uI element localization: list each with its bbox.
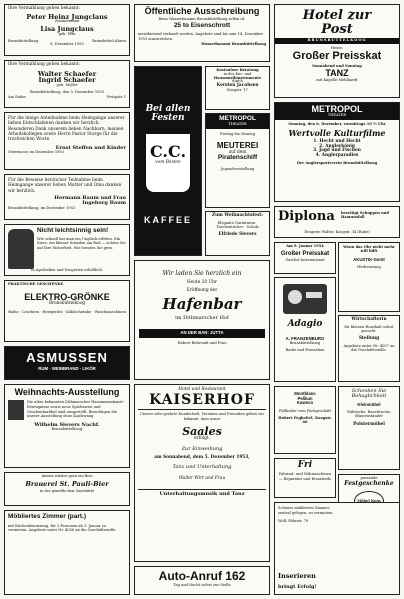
radio-speaker-icon bbox=[288, 290, 302, 304]
ad-brand: Fri bbox=[297, 460, 313, 470]
ad-text: Radio · Leuchten · Heizgeräte · Kühlschränke · Waschmaschinen bbox=[8, 309, 126, 314]
ad-text-2: Angebote unter Nr. 4057 an die Geschäftsstelle. bbox=[343, 343, 395, 352]
logo-illustration bbox=[8, 400, 24, 420]
hotel-name-2: Post bbox=[321, 21, 353, 37]
ad-title: Nicht leichtsinnig sein! bbox=[37, 227, 109, 234]
ad-kaffee: KAFFEE bbox=[144, 214, 192, 225]
ad-name: Hafenbar bbox=[162, 295, 242, 314]
radio-illustration bbox=[283, 284, 327, 314]
ad-name: ELEKTRO-GRÖNKE bbox=[24, 291, 110, 302]
radio-adagio-ad bbox=[274, 277, 336, 382]
wirtschafterin-ad bbox=[338, 315, 400, 382]
ad-text: Elegante Garnituren · Taschentücher · Schals bbox=[216, 220, 259, 229]
ad-line-1: Großer Preisskat bbox=[280, 250, 330, 257]
ad-name: Kersten Jacobsen bbox=[216, 83, 259, 89]
film-title-1: MEUTEREI bbox=[216, 141, 259, 151]
ad-signature-1: Hermann Baum und Frau bbox=[54, 195, 126, 202]
address-right: Festpatz 1 bbox=[107, 94, 126, 99]
place-right: Brunsbüttel-Ahren bbox=[92, 38, 126, 43]
ad-sub: RUM · WEINBRAND · LIKÖR bbox=[38, 365, 96, 371]
ad-title-2: Stellung bbox=[358, 336, 380, 342]
hotel-name-1: Hotel zur bbox=[302, 8, 372, 23]
thanks-ad-baum bbox=[4, 174, 130, 220]
ad-address bbox=[5, 95, 129, 99]
ad-text: Für die innige Anteilnahme beim Heimgange unserer lieben Entschlafenen danken wir herzlich. Besonderen Dank unserem lieben Nachbarn, meinen Arbeitskollegen sowie Herrn Pastor Storge für die trostreichen Worte. bbox=[8, 116, 125, 143]
hafenbar-ad bbox=[134, 260, 270, 380]
ad-signature: Wasserbauamt Brunsbüttelkoog bbox=[201, 41, 266, 46]
ad-line-4: Zur Einweihung bbox=[181, 445, 223, 452]
ad-line: Hörberatung bbox=[357, 265, 381, 270]
ad-text: Nähtische, Rauchtische, Blumenständer bbox=[346, 410, 392, 419]
ad-line-2: Behaglichkeit bbox=[351, 393, 387, 400]
cinema-name: METROPOL bbox=[311, 104, 363, 114]
hotel-zur-post-ad bbox=[274, 4, 400, 98]
ad-sub: Brunsbüttelkoog bbox=[48, 301, 86, 307]
kaiserhof-ad bbox=[134, 384, 270, 562]
figure-illustration bbox=[8, 229, 34, 269]
brand-name: C.C. bbox=[149, 141, 187, 161]
address-left: Am Stabe bbox=[8, 94, 26, 99]
ad-signature: Hubert Fegbeitel, Koogstr. 66 bbox=[278, 416, 332, 425]
ad-title: Wertvolle Kulturfilme bbox=[288, 127, 386, 138]
cinema-header bbox=[206, 114, 269, 129]
ad-head: passende bbox=[360, 476, 378, 480]
ad-line: Beim Wasserbauamt Brunsbüttelkoog sollen rd. bbox=[158, 17, 246, 22]
ad-line-2: Saales bbox=[182, 424, 222, 438]
ad-title: Zum Weihnachtsfest: bbox=[212, 213, 263, 218]
beratung-ad bbox=[205, 66, 270, 110]
ad-top: Bei allen Festen bbox=[145, 104, 191, 124]
metropol-kulturfilme-ad bbox=[274, 102, 400, 202]
ad-line-5: Tanz und Unterhaltung bbox=[172, 464, 232, 471]
ad-text: Für die Beweise herzlicher Teilnahme beim Heimgange unserer lieben Mutter und Oma danken wir herzlich. bbox=[8, 178, 122, 194]
st-pauli-bier-ad bbox=[4, 472, 130, 506]
ausschreibung-ad bbox=[134, 4, 270, 62]
hotel-sub: BRUNSBÜTTELKOOG bbox=[307, 38, 367, 43]
ad-line-1: Kostenlose Beratung bbox=[216, 68, 259, 72]
elektro-groenke-ad bbox=[4, 280, 130, 342]
ad-signature: Hubert Behrendt und Frau bbox=[177, 340, 227, 345]
bride-name: Lisa Jungclaus bbox=[40, 25, 94, 34]
ad-text: Wie schnell hat man ein Unglück erlitten. Ein Sturz, ein kleiner Schaden am Rad — achten Sie auf Ihre Sicherheit. Wir beraten Sie gern. bbox=[37, 236, 126, 250]
ad-title: Weihnachts-Ausstellung bbox=[14, 387, 120, 397]
ad-line-3: Hausmusikinstrumente bbox=[213, 75, 262, 80]
ad-text: für kleinen Haushalt sofort gesucht. bbox=[344, 324, 394, 333]
ad-place: Brunsbüttelkoog bbox=[51, 427, 83, 432]
ad-text: Fahrrad- und Nähmaschinen — Reparatur und Ersatzteile bbox=[278, 472, 332, 481]
inserieren-ad bbox=[274, 502, 400, 595]
ad-head: Ihre Vermählung geben bekannt: bbox=[8, 62, 81, 67]
ad-line-3: Eröffnung der bbox=[186, 287, 218, 293]
groom-name: Walter Schaefer bbox=[37, 69, 97, 78]
ad-sub: beseitigt Schuppen und Haarausfall bbox=[341, 211, 389, 220]
ad-line-2: in der Kur- und bbox=[223, 71, 252, 76]
diplona-ad bbox=[274, 206, 400, 238]
cinema-header bbox=[275, 103, 399, 120]
ad-addr: Koogstr. 17 bbox=[227, 87, 248, 92]
cinema-sub: THEATER bbox=[327, 113, 347, 118]
film-item-1: 1. Hecht und Hecht bbox=[313, 139, 361, 145]
place-left: Brunsbüttelkoog bbox=[8, 38, 39, 43]
ad-note: Der Anglersportverein Brunsbüttelkoog bbox=[296, 161, 378, 166]
ad-place: A. FRANZENBURG bbox=[285, 336, 325, 342]
film-item-4: 4. Anglerparadies bbox=[315, 152, 359, 158]
bride-sub: geb. Pein bbox=[58, 31, 76, 36]
ad-date: 8. Dezember 1953 bbox=[50, 41, 84, 46]
bar-banner bbox=[139, 329, 265, 338]
groom-sub: Zimmermann bbox=[54, 19, 80, 24]
ad-band: mit Kapelle Mehlhardt bbox=[316, 77, 358, 82]
ad-big: Großer Preisskat bbox=[292, 49, 382, 62]
fahrrad-ad bbox=[274, 458, 336, 498]
ad-line-1: Schenken Sie bbox=[351, 388, 387, 394]
ad-text: Wenn das Ohr nicht mehr will hilft bbox=[343, 245, 395, 254]
ad-inserat: Inserieren bbox=[278, 572, 316, 580]
brand-3: Kaweco bbox=[296, 400, 314, 405]
brand-sub: vom Besten bbox=[155, 159, 181, 165]
ad-text: meistbietend verkauft werden. Angebote sind bis zum 14. Dezember 1953 einzureichen. bbox=[138, 32, 264, 41]
cc-kaffee-ad bbox=[134, 66, 202, 256]
ad-note: Drogerie Walter, Koogstr. 34 (Ruhe) bbox=[304, 230, 370, 235]
ad-line-2: Heute 20 Uhr bbox=[187, 280, 217, 286]
ad-title: Möbliertes Zimmer (part.) bbox=[8, 513, 87, 520]
film-title-2: auf dem bbox=[228, 149, 247, 155]
brand-2: Pelikan bbox=[297, 395, 313, 401]
ad-line-2: Sonnabend und Sonntag bbox=[312, 64, 362, 69]
wedding-ad-jungclaus bbox=[4, 4, 130, 56]
ad-place: Brunsbüttelkoog, im Dezember 1953 bbox=[8, 205, 76, 210]
ad-signature: Wilhelm Sievers Nachf. bbox=[34, 422, 100, 429]
radio-dial-icon bbox=[306, 292, 322, 298]
ad-text: Unsere sehr geehrte Kundschaft, Vereinen und Freunden geben wir bekannt, dass unser bbox=[139, 412, 265, 421]
ad-signature: Walter Wirt und Frau bbox=[178, 475, 226, 481]
film-item-3: 3. Jagd und Fischen bbox=[313, 148, 361, 154]
weihnachtsfest-ad bbox=[205, 211, 270, 256]
ad-note: Radio und Fernsehen bbox=[285, 347, 325, 352]
safety-ad bbox=[4, 224, 130, 276]
ad-day: Freitag bis Montag bbox=[220, 131, 255, 136]
ad-title: Öffentliche Ausschreibung bbox=[144, 6, 260, 16]
akustik-ad bbox=[338, 242, 400, 312]
ad-line-3: erfolgt. bbox=[194, 436, 210, 442]
brand-1: Montblanc bbox=[294, 391, 316, 396]
preisskat-ad bbox=[274, 242, 336, 274]
cup-illustration bbox=[146, 134, 190, 192]
ad-big: Festgeschenke bbox=[344, 479, 394, 487]
ad-line-2: Gasthof International bbox=[285, 258, 325, 263]
ad-head: Am 9. Januar 1954 bbox=[286, 244, 324, 248]
divider bbox=[138, 489, 266, 490]
ad-place: Ostermoor, im Dezember 1953 bbox=[8, 150, 64, 155]
ad-name: Elfriede Sievers bbox=[218, 232, 257, 238]
ad-inserat-2: bringt Erfolg! bbox=[278, 584, 317, 590]
ad-head: Immer wieder gern ein Bier bbox=[41, 474, 93, 478]
ad-sub: Polstermöbel bbox=[353, 421, 385, 427]
ad-footer: In Apotheken und Drogerien erhältlich. bbox=[31, 268, 103, 273]
ad-signature-2: Ingeborg Baum bbox=[82, 200, 126, 207]
weihnachts-ausstellung-ad bbox=[4, 384, 130, 468]
ad-line-1: Wir laden Sie herzlich ein bbox=[162, 270, 242, 277]
cinema-name: METROPOL bbox=[219, 115, 256, 122]
ad-line-1: Hotel und Restaurant bbox=[178, 387, 226, 392]
ad-note: Füllhalter vom Fachgeschäft bbox=[278, 408, 332, 413]
ad-title: Wirtschafterin bbox=[351, 317, 387, 322]
groom-name: Peter Heinz Jungclaus bbox=[26, 12, 108, 21]
ad-head: Ihre Vermählung geben bekannt: bbox=[8, 6, 81, 11]
ad-name: Diplona bbox=[278, 209, 335, 224]
kleinmoebel-ad bbox=[338, 386, 400, 470]
ad-brand: Adagio bbox=[287, 319, 323, 329]
ad-sub: Brunsbüttelkoog bbox=[289, 340, 321, 345]
cinema-sub: THEATER bbox=[228, 121, 247, 126]
ad-day: Sonntag, den 6. Dezember, vormittags 10 ½ Uhr bbox=[288, 122, 386, 127]
ad-signature: Wolf, Fährstr. 79 bbox=[278, 519, 309, 524]
bar-text: AN DER BAR: JUTTA bbox=[180, 330, 224, 336]
metropol-meuterei-ad bbox=[205, 113, 270, 208]
thanks-ad-steffen bbox=[4, 112, 130, 170]
asmussen-ad bbox=[4, 346, 130, 380]
ad-date: am Sonnabend, dem 5. Dezember 1953, bbox=[154, 454, 250, 460]
ad-text: Schönes möbliertes Zimmer, zentral gelegen, zu vermieten. bbox=[278, 506, 334, 515]
ad-tanz: TANZ bbox=[325, 68, 349, 79]
ad-name: Auto-Anruf 162 bbox=[158, 569, 246, 583]
ad-line-3: Kleinmöbel bbox=[357, 401, 381, 407]
ad-extra: Jugendvorstellung bbox=[220, 167, 255, 172]
ad-line-4: durch bbox=[232, 79, 243, 84]
ad-text: mit Küchenbenutzung, für 2 Personen ab 1. Januar zu vermieten. Angebote unter Nr. 4056 an die Geschäftsstelle. bbox=[8, 523, 117, 533]
divider bbox=[138, 409, 266, 410]
ad-head: PRAKTISCHE GESCHENKE bbox=[8, 282, 64, 286]
ad-line-4: im Dithmarscher Hof bbox=[175, 315, 229, 322]
auto-anruf-ad bbox=[134, 566, 270, 595]
ad-footer: Unterhaltungsmusik und Tanz bbox=[159, 491, 245, 498]
bride-name: Ingrid Schaefer bbox=[38, 76, 96, 85]
fuellhalter-ad bbox=[274, 386, 336, 454]
zimmer-ad bbox=[4, 510, 130, 595]
ad-sub: Tag und Nacht sofort zur Stelle bbox=[173, 582, 231, 587]
ad-big: 25 to Eisenschrott bbox=[173, 22, 231, 30]
ad-line: Brunsbüttelkoog, den 5. Dezember 1953 bbox=[29, 89, 105, 94]
film-item-2: 2. Anglerkönig bbox=[319, 143, 355, 149]
ad-name: ASMUSSEN bbox=[26, 350, 108, 365]
bride-sub: geb. Moller bbox=[56, 83, 78, 88]
wedding-ad-schaefer bbox=[4, 60, 130, 108]
ad-line-1: Heute: bbox=[330, 46, 344, 51]
hotel-banner bbox=[275, 38, 399, 44]
ad-name: AKUSTIK-Gerät bbox=[353, 256, 385, 262]
ad-name: Brauerei St. Pauli-Bier bbox=[25, 479, 109, 488]
ad-name: KAISERHOF bbox=[149, 391, 255, 408]
ad-sub: in der gemütlichen Gaststätte bbox=[39, 488, 95, 493]
ad-text: Die alten bekannten Dithmarscher Hausmannskunst-Erzeugnisse sowie neue Spielwaren und Geschenkartikel sind ausgestellt. Besichtigen Sie unsere Ausstellung ohne Kaufzwang. bbox=[27, 400, 125, 419]
ad-signature: Ernst Steffen und Kinder bbox=[55, 144, 126, 151]
film-title-3: Piratenschiff bbox=[217, 154, 258, 162]
